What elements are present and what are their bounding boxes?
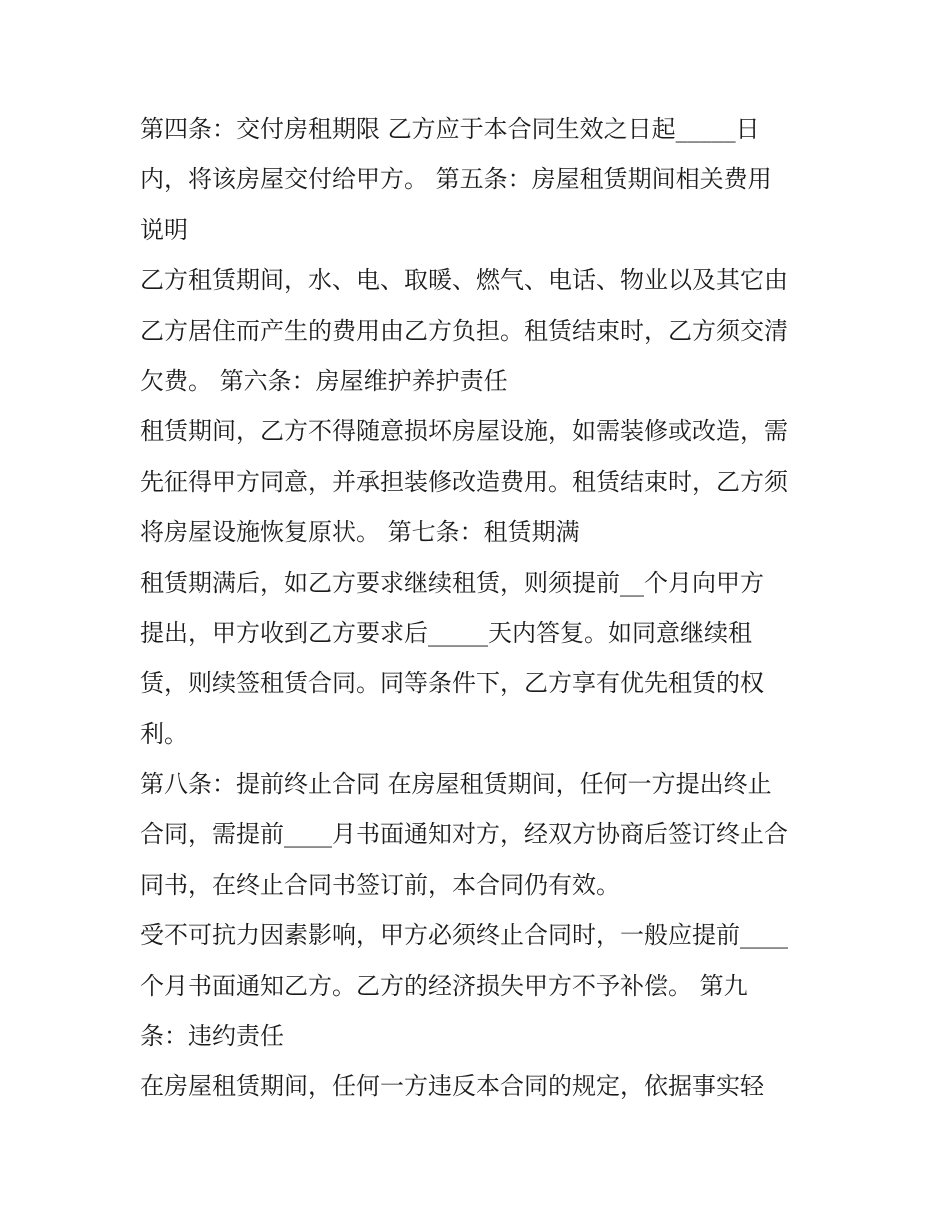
text-line: 先征得甲方同意，并承担装修改造费用。租赁结束时，乙方须 [140,467,788,496]
text-line: 同书，在终止合同书签订前，本合同仍有效。 [140,870,620,899]
text-line: 乙方居住而产生的费用由乙方负担。租赁结束时，乙方须交清 [140,316,788,345]
text-line: 租赁期间，乙方不得随意损坏房屋设施，如需装修或改造，需 [140,417,788,446]
text-line: 合同，需提前____月书面通知对方，经双方协商后签订终止合 [140,820,788,849]
text-line: 乙方租赁期间，水、电、取暖、燃气、电话、物业以及其它由 [140,266,788,295]
text-line: 个月书面通知乙方。乙方的经济损失甲方不予补偿。 第九 [140,971,748,1000]
text-line: 说明 [140,215,188,244]
text-line: 第四条：交付房租期限 乙方应于本合同生效之日起_____日 [140,115,760,143]
contract-text [140,104,820,1112]
text-line: 受不可抗力因素影响，甲方必须终止合同时，一般应提前____ [140,921,788,950]
text-line: 将房屋设施恢复原状。 第七条：租赁期满 [140,518,580,547]
text-line: 赁，则续签租赁合同。同等条件下，乙方享有优先租赁的权 [140,669,764,698]
text-line: 在房屋租赁期间，任何一方违反本合同的规定，依据事实轻 [140,1072,764,1101]
text-line: 提出，甲方收到乙方要求后_____天内答复。如同意继续租 [140,618,752,647]
text-line: 条：违约责任 [140,1022,284,1051]
text-line: 欠费。 第六条：房屋维护养护责任 [140,366,508,395]
text-line: 内，将该房屋交付给甲方。 第五条：房屋租赁期间相关费用 [140,165,772,194]
text-line: 租赁期满后，如乙方要求继续租赁，则须提前__个月向甲方 [140,568,764,597]
text-line: 利。 [140,719,188,748]
text-line: 第八条：提前终止合同 在房屋租赁期间，任何一方提出终止 [140,770,772,799]
